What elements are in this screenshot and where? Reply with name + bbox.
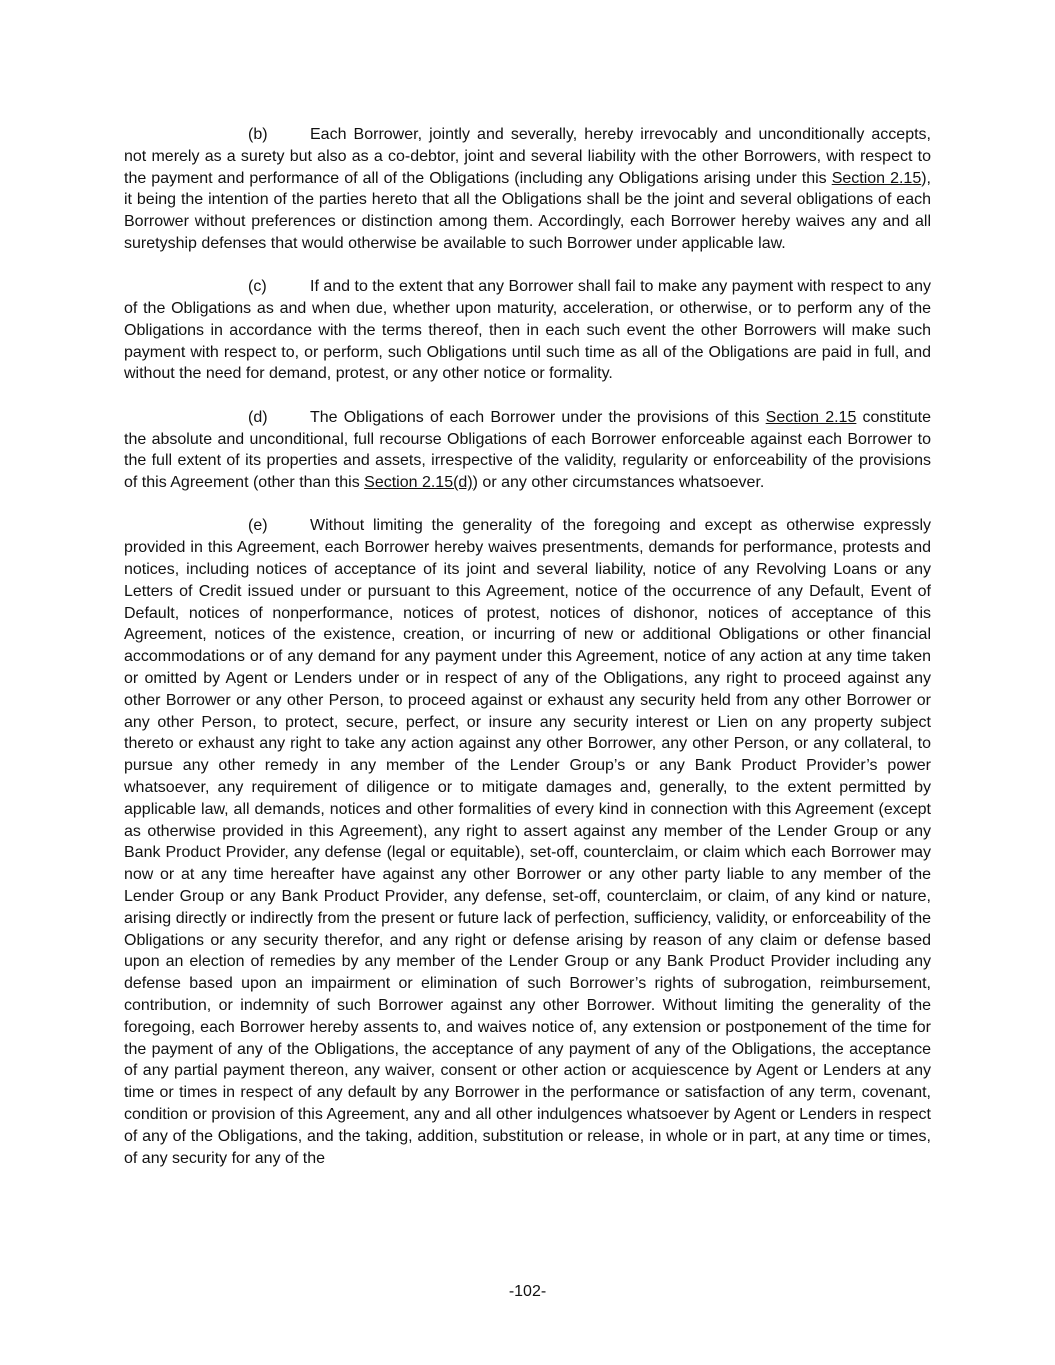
paragraph-text: constitute the absolute and unconditional, full recourse Obligations of each Borrower enforceable against each Borrower to the full extent of its properties and assets, irrespective of the validity, regularity or enforceability of the provisions of this Agreement (other than this [124,408,932,492]
page-body [124,124,931,1191]
page-number: -102- [508,1283,547,1300]
paragraph-text: If and to the extent that any Borrower shall fail to make any payment with respect to any of the Obligations as and when due, whether upon maturity, acceleration, or otherwise, or to perform any of the Obligations in accordance with the terms thereof, then in each such event the other Borrowers will make such payment with respect to, or perform, such Obligations until such time as all of the Obligations are paid in full, and without the need for demand, protest, or any other notice or formality. [124,278,931,383]
paragraph-label: (b) [248,126,268,143]
paragraph-e [124,515,931,1169]
paragraph-text: ) or any other circumstances whatsoever. [472,474,765,492]
section-reference: Section 2.15 [765,408,857,426]
paragraph-text: ), it being the intention of the parties hereto that all the Obligations shall be the joint and several obligations of each Borrower without preferences or distinction among them. Accordingly, each Borrower hereby waives any and all suretyship defenses that would otherwise be available to such Borrower under applicable law. [124,169,931,252]
paragraph-label: (e) [248,517,268,535]
paragraph-b [124,124,931,255]
paragraph-c [124,276,931,385]
section-reference: Section 2.15 [831,169,922,187]
section-reference: Section 2.15(d) [364,474,473,492]
paragraph-label: (d) [248,408,268,426]
paragraph-d [124,407,931,494]
paragraph-label: (c) [248,278,267,296]
paragraph-text: Without limiting the generality of the foregoing and except as otherwise expressly provided in this Agreement, each Borrower hereby waives presentments, demands for performance, protests and notices, including notices of acceptance of its joint and several liability, notice of any Revolving Loans or any Letters of Credit issued under or pursuant to this Agreement, notice of the occurrence of any Default, Event of Default, notices of nonperformance, notices of protest, notices of dishonor, notices of acceptance of this Agreement, notices of the existence, creation, or incurring of new or additional Obligations or other financial accommodations or of any demand for any payment under this Agreement, notice of any action at any time taken or omitted by Agent or Lenders under or in respect of any of the Obligations, any right to proceed against any other Borrower or any other Person, to proceed against or exhaust any security held from any other Borrower or any other Person, to protect, secure, perfect, or insure any security interest or Lien on any property subject thereto or exhaust any right to take any action against any other Borrower, any other Person, or any collateral, to pursue any other remedy in any member of the Lender Group’s or any Bank Product Provider’s power whatsoever, any requirement of diligence or to mitigate damages and, generally, to the extent permitted by applicable law, all demands, notices and other formalities of every kind in connection with this Agreement (except as otherwise provided in this Agreement), any right to assert against any member of the Lender Group or any Bank Product Provider, any defense (legal or equitable), set-off, counterclaim, or claim which each Borrower may now or at any time hereafter have against any other Borrower or any other party liable to any member of the Lender Group or any Bank Product Provider, any defense, set-off, counterclaim, or claim, of any kind or nature, arising directly or indirectly from the present or future lack of perfection, sufficiency, validity, or enforceability of the Obligations or any security therefor, and any right or defense arising by reason of any claim or defense based upon an election of remedies by any member of the Lender Group or any Bank Product Provider including any defense based upon an impairment or elimination of such Borrower’s rights of subrogation, reimbursement, contribution, or indemnity of such Borrower against any other Borrower. Without limiting the generality of the foregoing, each Borrower hereby assents to, and waives notice of, any extension or postponement of the time for the payment of any of the Obligations, the acceptance of any payment of any of the Obligations, the acceptance of any partial payment thereon, any waiver, consent or other action or acquiescence by Agent or Lenders at any time or times in respect of any default by any Borrower in the performance or satisfaction of any term, covenant, condition or provision of this Agreement, any and all other indulgences whatsoever by Agent or Lenders in respect of any of the Obligations, and the taking, addition, substitution or release, in whole or in part, at any time or times, of any security for any of the [124,517,931,1167]
paragraph-text: The Obligations of each Borrower under the provisions of this [310,408,766,426]
paragraph-text: Each Borrower, jointly and severally, hereby irrevocably and unconditionally accepts, not merely as a surety but also as a co-debtor, joint and several liability with the other Borrowers, with respect to the payment and performance of all of the Obligations (including any Obligations arising under this [124,126,931,187]
